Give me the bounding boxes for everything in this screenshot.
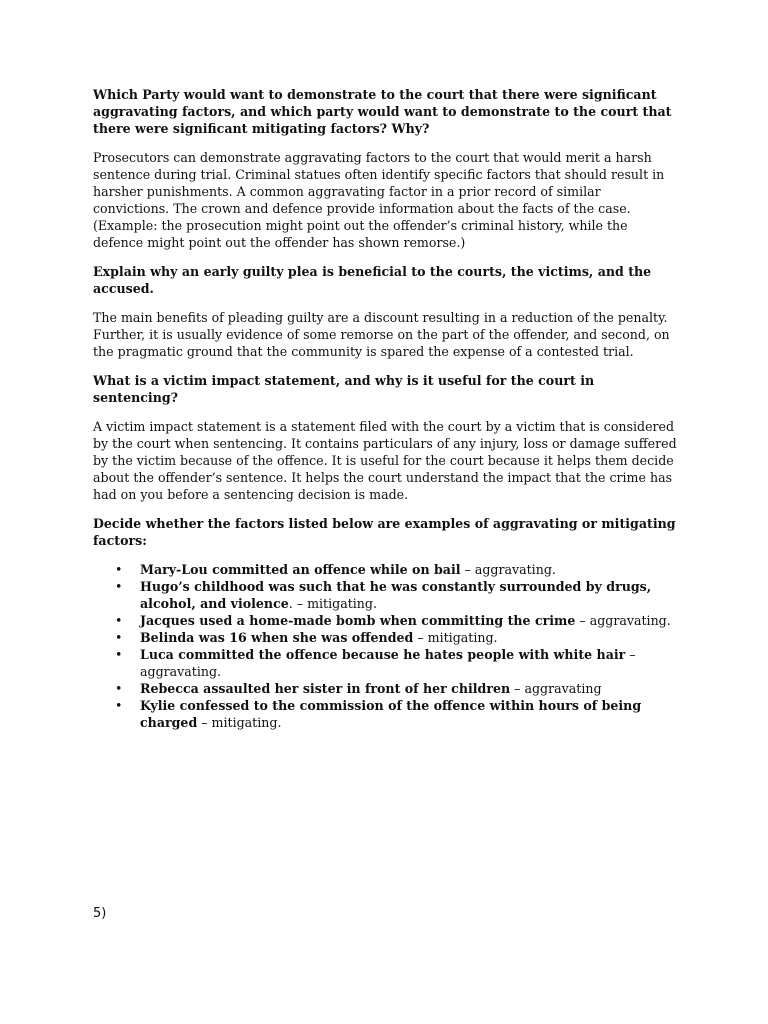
bullet-icon: •	[115, 681, 123, 696]
factor-text: Jacques used a home-made bomb when committing the crime	[140, 613, 576, 628]
bullet-icon: •	[115, 562, 123, 577]
factor-classification: – aggravating.	[140, 647, 636, 679]
factor-text: Hugo’s childhood was such that he was constantly surrounded by drugs, alcohol, and violence	[140, 579, 652, 611]
question-heading: What is a victim impact statement, and why is it useful for the court in sentencing?	[93, 373, 595, 405]
list-item	[93, 561, 677, 578]
answer-paragraph: A victim impact statement is a statement filed with the court by a victim that is considered by the court when sentencing. It contains particulars of any injury, loss or damage suffered by the victim because of the offence. It is useful for the court because it helps them decide about the offender’s sentence. It helps the court understand the impact that the crime has had on you before a sentencing decision is made.	[93, 419, 677, 502]
list-item	[93, 578, 677, 612]
list-item	[93, 646, 677, 680]
factors-question-heading: Decide whether the factors listed below are examples of aggravating or mitigating factors:	[93, 516, 676, 548]
question-heading: Which Party would want to demonstrate to the court that there were significant aggravating factors, and which party would want to demonstrate to the court that there were significant mitigating factors? Why?	[93, 87, 672, 136]
question-heading: Explain why an early guilty plea is beneficial to the courts, the victims, and the accused.	[93, 264, 652, 296]
bullet-icon: •	[115, 613, 123, 628]
bullet-icon: •	[115, 579, 123, 594]
factor-classification: – aggravating.	[460, 562, 556, 577]
answer-paragraph: The main benefits of pleading guilty are a discount resulting in a reduction of the penalty. Further, it is usually evidence of some remorse on the part of the offender, and second, on the pragmatic ground that the community is spared the expense of a contested trial.	[93, 310, 670, 359]
factor-classification: . – mitigating.	[288, 596, 377, 611]
list-item	[93, 629, 677, 646]
factor-classification: – mitigating.	[197, 715, 282, 730]
factors-list	[93, 561, 677, 731]
factor-text: Mary-Lou committed an offence while on bail	[140, 562, 461, 577]
list-item	[93, 697, 677, 731]
factor-text: Belinda was 16 when she was offended	[140, 630, 414, 645]
factor-classification: – aggravating	[510, 681, 602, 696]
factor-classification: – aggravating.	[575, 613, 671, 628]
factor-text: Rebecca assaulted her sister in front of her children	[140, 681, 511, 696]
list-item	[93, 612, 677, 629]
document-page	[93, 86, 677, 731]
factor-text: Luca committed the offence because he hates people with white hair	[140, 647, 626, 662]
factor-classification: – mitigating.	[413, 630, 498, 645]
bullet-icon: •	[115, 630, 123, 645]
bullet-icon: •	[115, 698, 123, 713]
factor-text: Kylie confessed to the commission of the offence within hours of being charged	[140, 698, 642, 730]
bullet-icon: •	[115, 647, 123, 662]
list-item	[93, 680, 677, 697]
page-number: 5)	[93, 906, 107, 921]
answer-paragraph: Prosecutors can demonstrate aggravating factors to the court that would merit a harsh sentence during trial. Criminal statues often identify specific factors that should result in harsher punishments. A common aggravating factor in a prior record of similar convictions. The crown and defence provide information about the facts of the case. (Example: the prosecution might point out the offender’s criminal history, while the defence might point out the offender has shown remorse.)	[93, 150, 665, 250]
